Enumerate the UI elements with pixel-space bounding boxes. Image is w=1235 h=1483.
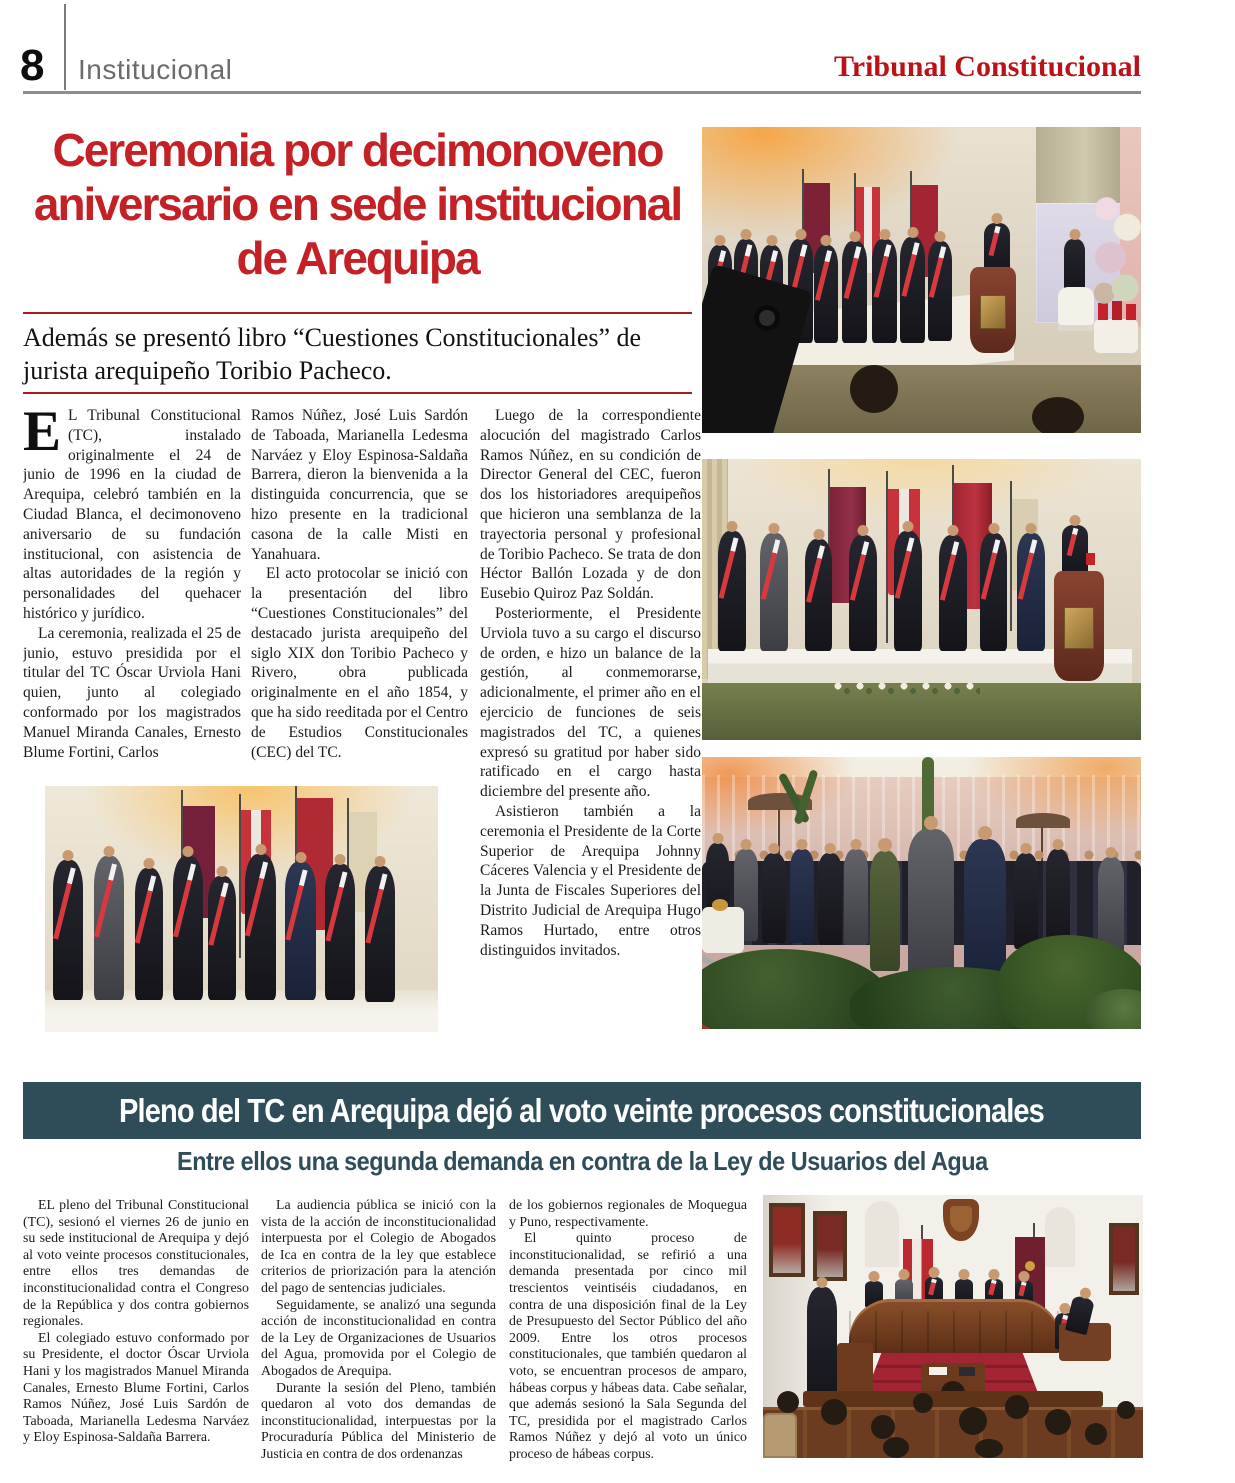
person-figure <box>53 860 83 1000</box>
pew-backrest <box>803 1391 1103 1407</box>
guests-standing-photo <box>702 757 1141 1029</box>
flag-crest <box>1025 1261 1035 1271</box>
body-paragraph: Luego de la correspondiente alocución del magistrado Carlos Ramos Núñez, en su condición de Director General del CEC, fueron dos los historiadores arequipeños que hicieron una semblanza de la trayectoria personal y profesional de Toribio Pacheco. Se trata de don Héctor Ballón Lozada y de don Eusebio Quiroz Paz Soldán. <box>480 407 701 603</box>
person-figure <box>1046 849 1070 949</box>
article2-column-2 <box>261 1198 496 1483</box>
audience-head <box>975 1439 1003 1458</box>
person-figure <box>1017 533 1045 651</box>
person-figure <box>939 535 967 651</box>
person-figure <box>762 853 786 943</box>
flower-arrangement <box>1092 185 1141 317</box>
audience-head <box>777 1391 799 1413</box>
masthead-rule <box>23 91 1141 94</box>
article1-column-2 <box>251 406 468 780</box>
person-figure <box>894 531 922 651</box>
masthead-divider <box>64 4 66 90</box>
person-figure <box>814 245 838 343</box>
person-figure <box>900 237 925 343</box>
podium-plaque <box>980 295 1006 329</box>
dropcap-letter: E <box>23 406 62 463</box>
person-figure <box>790 849 814 943</box>
person-figure <box>245 854 276 1000</box>
person-figure <box>928 241 952 341</box>
person-figure <box>208 876 236 1000</box>
group-portrait-photo <box>45 786 438 1032</box>
body-paragraph: Ramos Núñez, José Luis Sardón de Taboada, Marianella Ledesma Narváez y Eloy Espinosa-Saldaña Barrera, dieron la bienvenida a la distinguida concurrencia, que se hizo presente en la tradicional casona de la calle Misti en Yanahuara. <box>251 407 468 563</box>
article2-column-3 <box>509 1198 747 1483</box>
red-book <box>1086 553 1095 565</box>
laptop <box>959 1367 975 1376</box>
person-figure <box>964 839 1006 987</box>
article1-headline: Ceremonia por decimonoveno aniversario en sede institucional de Arequipa <box>33 124 682 284</box>
audience-head <box>959 1407 987 1435</box>
plenary-session-photo <box>763 1195 1143 1458</box>
body-paragraph: Asistieron también a la ceremonia el Presidente de la Corte Superior de Arequipa Johnny Cáceres Valencia y el Presidente de la Junta de Fiscales Superiores del Distrito Judicial de Arequipa Hugo Ramos Hurtado, entre otros distinguidos invitados. <box>480 802 701 959</box>
papers <box>929 1367 947 1375</box>
audience-head <box>913 1393 933 1413</box>
article1-standfirst: Además se presentó libro “Cuestiones Constitucionales” de jurista arequipeño Toribio Pacheco. <box>23 323 642 385</box>
person-figure <box>94 856 124 1000</box>
wall-niche <box>1045 1207 1075 1267</box>
coat-of-arms-center <box>950 1206 972 1232</box>
body-paragraph: Seguidamente, se analizó una segunda acción de inconstitucionalidad en contra de la Ley de Organizaciones de Usuarios del Agua, promovida por el Colegio de Abogados de Arequipa. <box>261 1297 496 1379</box>
section-label: Institucional <box>78 54 233 85</box>
audience-head <box>1045 1409 1071 1435</box>
article1-column-3 <box>480 406 701 1066</box>
audience-head <box>1117 1401 1135 1419</box>
standfirst-rule-top <box>23 312 692 314</box>
white-chair <box>1058 287 1094 331</box>
body-paragraph: El colegiado estuvo conformado por su Presidente, el doctor Óscar Urviola Hani y los magistrados Manuel Miranda Canales, Ernesto Blume Fortini, Carlos Ramos Núñez, José Luis Sardón de Taboada, Marianella Ledesma Narváez y Eloy Espinosa-Saldaña Barrera. <box>23 1330 249 1446</box>
person-figure <box>365 866 395 1002</box>
ceremony-podium-photo <box>702 127 1141 433</box>
person-figure <box>844 849 868 945</box>
article2-subhead <box>23 1146 1141 1177</box>
article1-column-1 <box>23 406 241 780</box>
person-figure <box>173 856 203 1000</box>
audience-head <box>821 1399 847 1425</box>
side-table <box>1094 319 1138 353</box>
standing-lawyer-figure <box>807 1287 837 1407</box>
standfirst-rule-bottom <box>23 392 692 394</box>
body-paragraph: de los gobiernos regionales de Moquegua y Puno, respectivamente. <box>509 1198 747 1230</box>
audience-head <box>1032 397 1084 433</box>
person-figure <box>760 533 788 651</box>
person-figure <box>872 239 897 343</box>
side-table <box>702 907 744 953</box>
person-figure <box>849 535 877 651</box>
paragraph-text: L Tribunal Constitucional (TC), instalado originalmente el 24 de junio de 1996 en la ciudad de Arequipa, celebró también en la Ciudad Blanca, el decimonoveno aniversario de su fundación institucional, con asistencia de altas autoridades de la región y personalidades del quehacer histórico y jurídico. <box>23 407 241 622</box>
person-figure <box>908 829 954 981</box>
person-figure <box>718 531 746 651</box>
camera-lens <box>754 305 780 331</box>
body-paragraph: EL pleno del Tribunal Constitucional (TC), sesionó el viernes 26 de junio en su sede institucional de Arequipa y dejó al voto veinte procesos constitucionales, entre ellos tres demandas de inconstitucionalidad contra el Congreso de la República y dos contra gobiernos regionales. <box>23 1198 249 1330</box>
body-paragraph: El quinto proceso de inconstitucionalidad, se refirió a una demanda presentada por cinco mil trescientos veintiséis ciudadanos, en contra de una disposición final de la Ley de Presupuesto del Sector Público del año 2009. Entre los otros procesos constitucionales, que también quedaron al voto, se encuentran procesos de amparo, hábeas corpus y hábeas data. Cabe señalar, que además sesionó la Sala Segunda del TC, presidida por el magistrado Carlos Ramos Núñez y dejó al voto un único proceso de hábeas corpus. <box>509 1231 747 1462</box>
audience-head <box>883 1437 909 1458</box>
flower-row <box>830 681 980 697</box>
person-figure <box>805 539 832 651</box>
bench-paneling <box>849 1311 1061 1353</box>
article2-subhead-text: Entre ellos una segunda demanda en contra de la Ley de Usuarios del Agua <box>176 1146 988 1176</box>
person-figure <box>842 241 867 343</box>
article2-column-1 <box>23 1198 249 1483</box>
patio-heater <box>1016 813 1070 828</box>
body-paragraph: La ceremonia, realizada el 25 de junio, estuvo presidida por el titular del TC Óscar Urviola Hani quien, junto al colegiado conformado por los magistrados Manuel Miranda Canales, Ernesto Blume Fortini, Carlos <box>23 624 241 761</box>
page-number: 8 <box>20 41 45 90</box>
wall-niche <box>865 1201 899 1267</box>
body-paragraph: El acto protocolar se inició con la presentación del libro “Cuestiones Constitucionales” del destacado jurista arequipeño del siglo XIX don Toribio Pacheco y Rivero, obra publicada originalmente en el año 1854, y que ha sido reeditada por el Centro de Estudios Constitucionales (CEC) del TC. <box>251 565 468 761</box>
magistrates-stage-photo <box>702 459 1141 740</box>
person-figure <box>285 862 316 1000</box>
person-figure <box>1014 853 1038 949</box>
article2-banner-title: Pleno del TC en Arequipa dejó al voto veinte procesos constitucionales <box>119 1091 1045 1129</box>
person-figure <box>325 864 355 1000</box>
article2-banner <box>23 1082 1141 1139</box>
publication-title: Tribunal Constitucional <box>833 50 1141 83</box>
audience-head <box>1005 1395 1029 1419</box>
military-officer-figure <box>870 851 900 971</box>
wicker-chair <box>763 1413 797 1458</box>
wall-portrait <box>1109 1223 1139 1295</box>
audience-head <box>1085 1423 1107 1445</box>
wall-portrait <box>813 1211 847 1281</box>
body-paragraph: La audiencia pública se inició con la vista de la acción de inconstitucionalidad interpuesta por el Colegio de Abogados de Ica en contra de la ley que establece criterios de priorización para la atención del pago de sentencias judiciales. <box>261 1198 496 1296</box>
podium-plaque <box>1064 607 1094 649</box>
audience-head <box>871 1415 895 1439</box>
audience-head <box>850 365 898 413</box>
body-paragraph <box>23 406 241 624</box>
wall-portrait <box>769 1203 805 1277</box>
body-paragraph: Durante la sesión del Pleno, también quedaron al voto dos demandas de inconstitucionalidad, interpuestas por la Procuraduría Pública del Ministerio de Justicia en contra de dos ordenanzas <box>261 1380 496 1462</box>
gold-ornament <box>712 899 728 911</box>
person-figure <box>818 853 842 945</box>
person-figure <box>135 868 163 1000</box>
body-paragraph: Posteriormente, el Presidente Urviola tuvo a su cargo el discurso de orden, e hizo un balance de la gestión, al conmemorarse, adicionalmente, el primer año en el ejercicio de funciones de seis magistrados del TC, a quienes expresó su gratitud por haber sido ratificado en el cargo hasta diciembre del presente año. <box>480 604 701 801</box>
person-figure <box>980 533 1007 651</box>
